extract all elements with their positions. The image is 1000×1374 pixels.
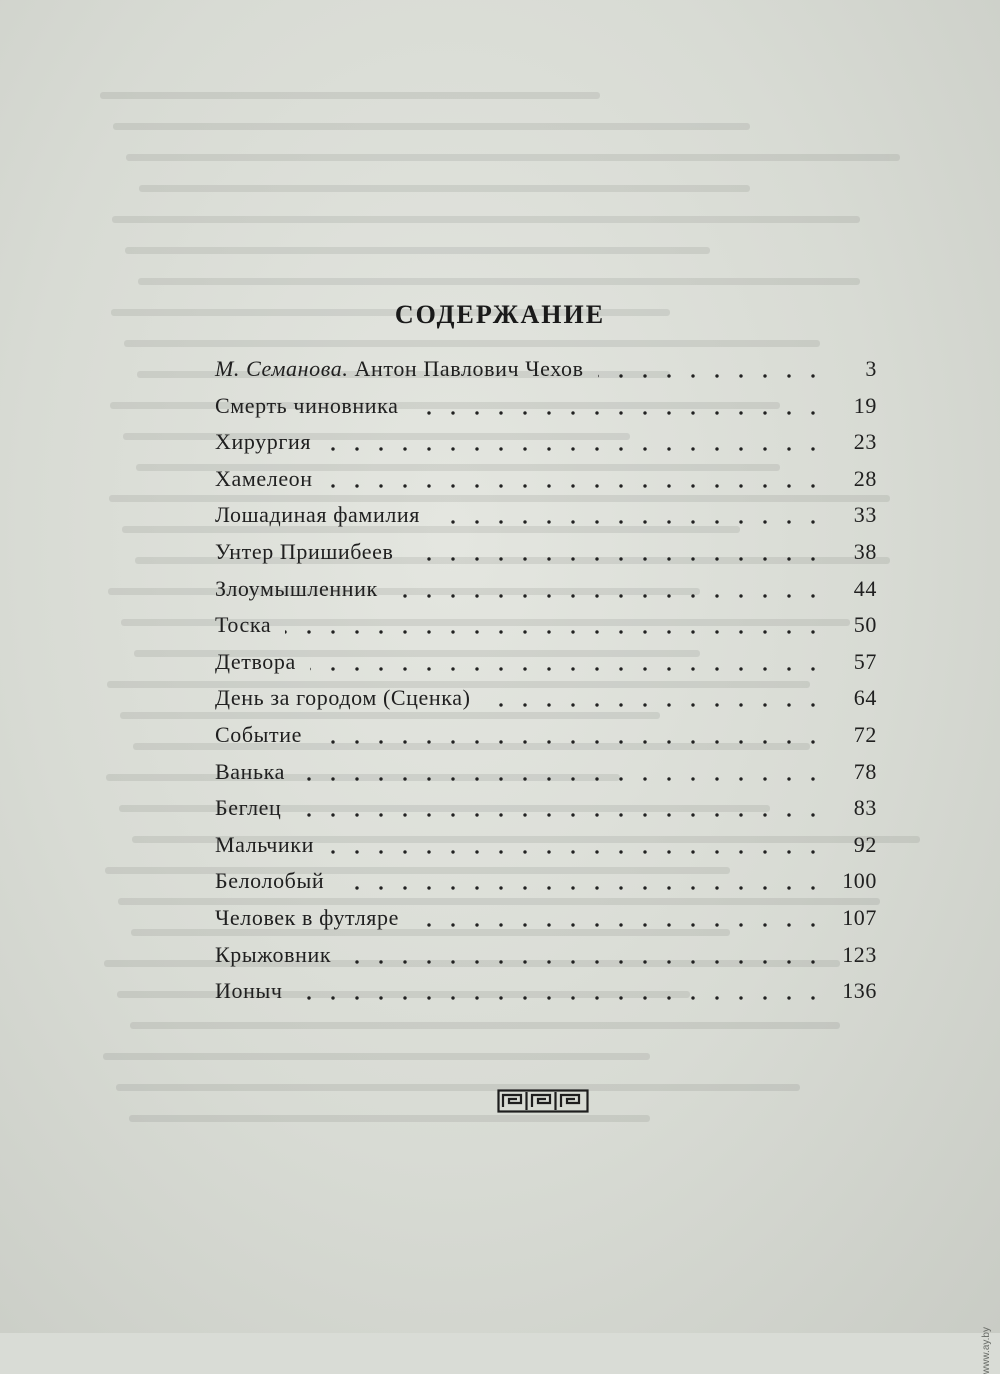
- toc-entries: [215, 352, 877, 1011]
- toc-entry-title: [215, 393, 398, 419]
- toc-entry-title: [215, 466, 313, 492]
- toc-entry-title-text: Мальчики: [215, 831, 314, 857]
- toc-entry-title: [215, 649, 296, 675]
- toc-entry-title: [215, 356, 584, 382]
- toc-page-number: 23: [853, 429, 877, 455]
- toc-entry-title: [215, 759, 285, 785]
- toc-page-number: 123: [842, 941, 877, 967]
- toc-entry-title: [215, 502, 420, 528]
- toc-page-number: 100: [842, 868, 877, 894]
- toc-entry-title-text: День за городом (Сценка): [215, 685, 471, 711]
- toc-entry-title: [215, 612, 271, 638]
- toc-entry: [215, 498, 877, 535]
- toc-entry: [215, 645, 877, 682]
- toc-entry: [215, 425, 877, 462]
- toc-entry: [215, 938, 877, 975]
- toc-entry-title: [215, 832, 314, 858]
- toc-entry: [215, 718, 877, 755]
- toc-page-number: 44: [853, 575, 877, 601]
- toc-entry: [215, 828, 877, 865]
- toc-leader-dots: [485, 703, 825, 707]
- printer-ornament-icon: [497, 1089, 589, 1113]
- toc-heading: СОДЕРЖАНИЕ: [394, 300, 606, 329]
- toc-leader-dots: [338, 886, 825, 890]
- toc-leader-dots: [325, 447, 825, 451]
- toc-page-number: 3: [865, 356, 877, 381]
- toc-leader-dots: [310, 667, 825, 671]
- toc-page-number: 107: [842, 904, 877, 930]
- toc-entry-title-text: Крыжовник: [215, 941, 332, 967]
- toc-page-number: 28: [853, 465, 877, 491]
- toc-entry-title: [215, 576, 378, 602]
- watermark: www.ay.by: [981, 1327, 992, 1374]
- toc-leader-dots: [328, 850, 825, 854]
- toc-entry-title: [215, 868, 324, 894]
- toc-leader-dots: [412, 411, 825, 415]
- toc-entry-title-text: Белолобый: [215, 868, 325, 894]
- toc-entry-title: [215, 905, 399, 931]
- toc-leader-dots: [408, 557, 825, 561]
- toc-entry-title: [215, 685, 471, 711]
- toc-entry-title-text: Детвора: [215, 648, 296, 674]
- toc-entry-title: [215, 978, 283, 1004]
- toc-entry: [215, 608, 877, 645]
- toc-leader-dots: [345, 960, 825, 964]
- toc-entry-title: [215, 722, 302, 748]
- toc-leader-dots: [316, 740, 825, 744]
- toc-leader-dots: [285, 630, 825, 634]
- toc-entry-title-text: Унтер Пришибеев: [215, 538, 394, 564]
- toc-entry-title-text: Беглец: [215, 795, 282, 821]
- toc-page-number: 57: [853, 648, 877, 674]
- toc-page-number: 50: [853, 612, 877, 638]
- toc-page-number: 19: [853, 392, 877, 418]
- toc-leader-dots: [392, 594, 825, 598]
- toc-leader-dots: [413, 923, 825, 927]
- toc-entry-title-text: Смерть чиновника: [215, 392, 399, 418]
- toc-leader-dots: [434, 520, 825, 524]
- toc-entry-title-text: Событие: [215, 721, 303, 747]
- toc-entry-title-text: Лошадиная фамилия: [215, 502, 420, 528]
- toc-page-number: 33: [853, 502, 877, 528]
- toc-entry: [215, 389, 877, 426]
- toc-page-number: 78: [853, 758, 877, 784]
- toc-page-number: 92: [853, 831, 877, 857]
- toc-entry-title-text: Ванька: [215, 758, 285, 784]
- toc-entry: [215, 352, 877, 389]
- toc-entry-title-text: Ионыч: [215, 978, 283, 1004]
- toc-leader-dots: [295, 813, 825, 817]
- toc-entry-title-text: Злоумышленник: [215, 575, 378, 601]
- toc-page-number: 64: [853, 685, 877, 711]
- toc-entry-title: [215, 429, 311, 455]
- toc-entry-title-text: Антон Павлович Чехов: [354, 356, 584, 381]
- toc-page-number: 136: [842, 978, 877, 1004]
- toc-entry: [215, 681, 877, 718]
- toc-entry-title-text: Человек в футляре: [215, 904, 399, 930]
- toc-entry-title-text: Хирургия: [215, 429, 312, 455]
- toc-entry-title: [215, 942, 331, 968]
- toc-leader-dots: [299, 777, 825, 781]
- toc-entry: [215, 974, 877, 1011]
- toc-page-number: 38: [853, 538, 877, 564]
- toc-entry: [215, 462, 877, 499]
- toc-entry: [215, 791, 877, 828]
- toc-leader-dots: [598, 374, 825, 378]
- toc-page-number: 72: [853, 721, 877, 747]
- toc-leader-dots: [297, 996, 825, 1000]
- toc-entry-title: [215, 539, 394, 565]
- toc-entry: [215, 572, 877, 609]
- toc-leader-dots: [327, 484, 825, 488]
- toc-entry-author: М. Семанова.: [215, 356, 349, 381]
- toc-entry: [215, 864, 877, 901]
- toc-entry: [215, 901, 877, 938]
- toc-page-number: 83: [853, 795, 877, 821]
- toc-entry-title: [215, 795, 281, 821]
- toc-entry-title-text: Тоска: [215, 612, 272, 638]
- toc-entry-title-text: Хамелеон: [215, 465, 313, 491]
- toc-entry: [215, 755, 877, 792]
- toc-entry: [215, 535, 877, 572]
